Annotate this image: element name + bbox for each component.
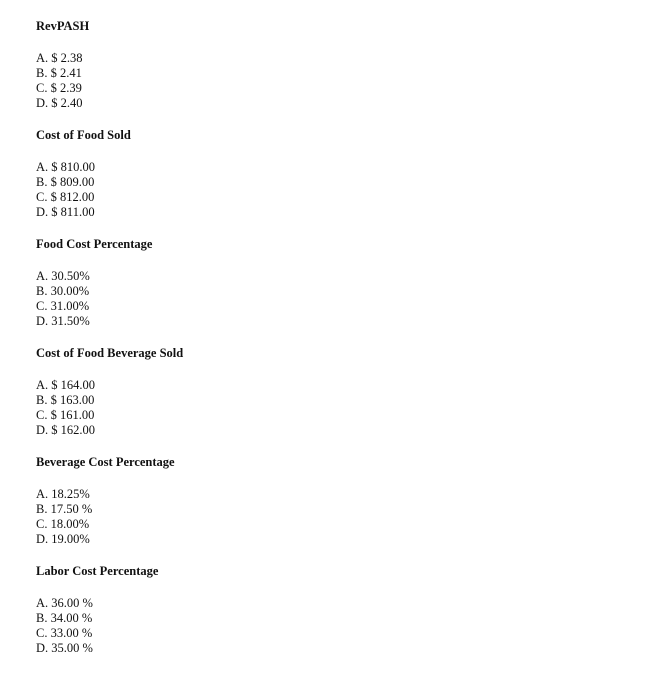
answer-option-c[interactable]: C. 18.00% bbox=[36, 517, 90, 531]
question-beverage-cost-percentage bbox=[36, 454, 636, 547]
answer-options bbox=[36, 378, 636, 438]
answer-option-a[interactable]: A. 18.25% bbox=[36, 487, 90, 501]
answer-option-c[interactable]: C. 31.00% bbox=[36, 299, 90, 313]
question-labor-cost-percentage bbox=[36, 563, 636, 656]
answer-option-a[interactable]: A. 30.50% bbox=[36, 269, 90, 283]
answer-option-d[interactable]: D. $ 811.00 bbox=[36, 205, 95, 219]
answer-option-b[interactable]: B. $ 809.00 bbox=[36, 175, 95, 189]
question-title: RevPASH bbox=[36, 19, 90, 33]
answer-option-d[interactable]: D. 35.00 % bbox=[36, 641, 93, 655]
answer-option-d[interactable]: D. $ 2.40 bbox=[36, 96, 83, 110]
answer-option-c[interactable]: C. 33.00 % bbox=[36, 626, 93, 640]
answer-option-a[interactable]: A. $ 2.38 bbox=[36, 51, 83, 65]
answer-option-c[interactable]: C. $ 161.00 bbox=[36, 408, 95, 422]
answer-option-d[interactable]: D. $ 162.00 bbox=[36, 423, 96, 437]
answer-option-a[interactable]: A. $ 164.00 bbox=[36, 378, 96, 392]
answer-option-b[interactable]: B. 34.00 % bbox=[36, 611, 93, 625]
answer-option-b[interactable]: B. $ 2.41 bbox=[36, 66, 82, 80]
question-title: Beverage Cost Percentage bbox=[36, 455, 175, 469]
question-food-cost-percentage bbox=[36, 236, 636, 329]
answer-option-b[interactable]: B. 17.50 % bbox=[36, 502, 93, 516]
answer-option-c[interactable]: C. $ 812.00 bbox=[36, 190, 95, 204]
answer-options bbox=[36, 160, 636, 220]
answer-option-d[interactable]: D. 19.00% bbox=[36, 532, 90, 546]
question-revpash bbox=[36, 18, 636, 111]
question-title: Cost of Food Beverage Sold bbox=[36, 346, 184, 360]
answer-option-a[interactable]: A. 36.00 % bbox=[36, 596, 93, 610]
answer-options bbox=[36, 596, 636, 656]
answer-option-b[interactable]: B. 30.00% bbox=[36, 284, 90, 298]
question-title: Cost of Food Sold bbox=[36, 128, 131, 142]
question-title: Labor Cost Percentage bbox=[36, 564, 159, 578]
answer-option-b[interactable]: B. $ 163.00 bbox=[36, 393, 95, 407]
answer-option-d[interactable]: D. 31.50% bbox=[36, 314, 90, 328]
question-cost-of-food-beverage-sold bbox=[36, 345, 636, 438]
answer-option-c[interactable]: C. $ 2.39 bbox=[36, 81, 82, 95]
answer-options bbox=[36, 487, 636, 547]
question-cost-of-food-sold bbox=[36, 127, 636, 220]
answer-options bbox=[36, 269, 636, 329]
answer-options bbox=[36, 51, 636, 111]
question-document bbox=[36, 18, 636, 672]
question-title: Food Cost Percentage bbox=[36, 237, 153, 251]
answer-option-a[interactable]: A. $ 810.00 bbox=[36, 160, 96, 174]
